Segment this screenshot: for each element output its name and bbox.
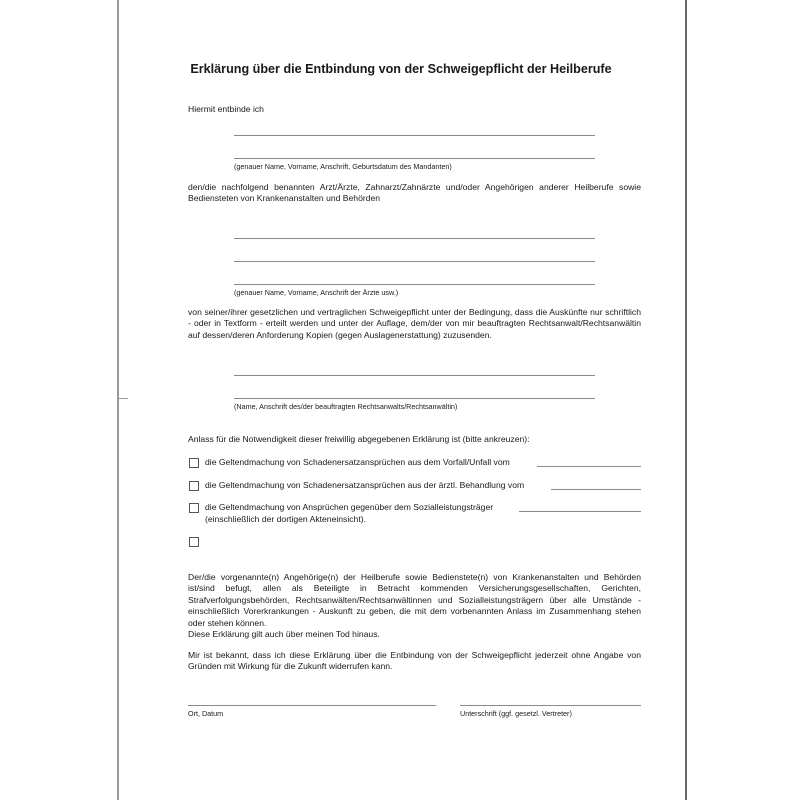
- option-line-3[interactable]: [519, 511, 641, 512]
- document-title: Erklärung über die Entbindung von der Schweigepflicht der Heilberufe: [190, 62, 612, 76]
- befugt-block: [188, 572, 641, 640]
- tod-text: Diese Erklärung gilt auch über meinen Tod hinaus.: [188, 629, 380, 640]
- option-label-2: die Geltendmachung von Schadenersatzansprüchen aus der ärztl. Behandlung vom: [205, 480, 525, 490]
- widerruf-paragraph: Mir ist bekannt, dass ich diese Erklärung über die Entbindung von der Schweigepflicht jederzeit ohne Angabe von Gründen mit Wirkung für die Zukunft widerrufen kann.: [188, 650, 641, 672]
- signature-caption: Unterschrift (ggf. gesetzl. Vertreter): [460, 709, 572, 718]
- signature-line[interactable]: [460, 705, 641, 706]
- mandant-line-2[interactable]: [234, 158, 595, 159]
- option-date-line-1[interactable]: [537, 466, 641, 467]
- aerzte-caption: (genauer Name, Vorname, Anschrift der Ärzte usw.): [234, 288, 399, 297]
- anwalt-caption: (Name, Anschrift des/der beauftragten Rechtsanwalts/Rechtsanwältin): [234, 402, 458, 411]
- anwalt-line-2[interactable]: [234, 398, 595, 399]
- option-checkbox-1[interactable]: [189, 458, 199, 468]
- ort-datum-caption: Ort, Datum: [188, 709, 224, 718]
- anwalt-line-1[interactable]: [234, 375, 595, 376]
- mandant-caption: (genauer Name, Vorname, Anschrift, Geburtsdatum des Mandanten): [234, 162, 452, 171]
- bedingung-paragraph: von seiner/ihrer gesetzlichen und vertraglichen Schweigepflicht unter der Bedingung, dass die Auskünfte nur schriftlich - oder in Textform - erteilt werden und unter der Auflage, dem/der von mir beauftragten Rechtsanwalt/Rechtsanwältin auf dessen/deren Anforderung Kopien (gegen Auslagenerstattung) zuzusenden.: [188, 307, 641, 340]
- document-page: [117, 0, 687, 800]
- option-label-1: die Geltendmachung von Schadenersatzansprüchen aus dem Vorfall/Unfall vom: [205, 457, 510, 467]
- aerzte-paragraph: den/die nachfolgend benannten Arzt/Ärzte, Zahnarzt/Zahnärzte und/oder Angehörigen anderer Heilberufe sowie Bediensteten von Krankenanstalten und Behörden: [188, 182, 641, 204]
- aerzte-line-1[interactable]: [234, 238, 595, 239]
- intro-text: Hiermit entbinde ich: [188, 104, 264, 114]
- option-checkbox-2[interactable]: [189, 481, 199, 491]
- option-sub-3: (einschließlich der dortigen Akteneinsicht).: [205, 514, 366, 524]
- option-date-line-2[interactable]: [551, 489, 641, 490]
- befugt-paragraph: Der/die vorgenannte(n) Angehörige(n) der Heilberufe sowie Bedienstete(n) von Krankenanstalten und Behörden ist/sind befugt, allen als Beteiligte in Betracht kommenden Versicherungsgesellschaften, Gerichten, Strafverfolgungsbehörden, Rechtsanwälten/Rechtsanwältinnen und Sozialleistungsträgern über alle Umstände - einschließlich Vorerkrankungen - Auskunft zu geben, die mit dem vorbenannten Anlass im Zusammenhang stehen oder stehen können.: [188, 572, 641, 628]
- ort-datum-line[interactable]: [188, 705, 436, 706]
- option-checkbox-4[interactable]: [189, 537, 199, 547]
- anlass-text: Anlass für die Notwendigkeit dieser freiwillig abgegebenen Erklärung ist (bitte ankreuzen):: [188, 434, 530, 444]
- aerzte-line-3[interactable]: [234, 284, 595, 285]
- aerzte-line-2[interactable]: [234, 261, 595, 262]
- mandant-line-1[interactable]: [234, 135, 595, 136]
- option-label-3: die Geltendmachung von Ansprüchen gegenüber dem Sozialleistungsträger: [205, 502, 494, 512]
- fold-mark: [119, 398, 128, 399]
- option-checkbox-3[interactable]: [189, 503, 199, 513]
